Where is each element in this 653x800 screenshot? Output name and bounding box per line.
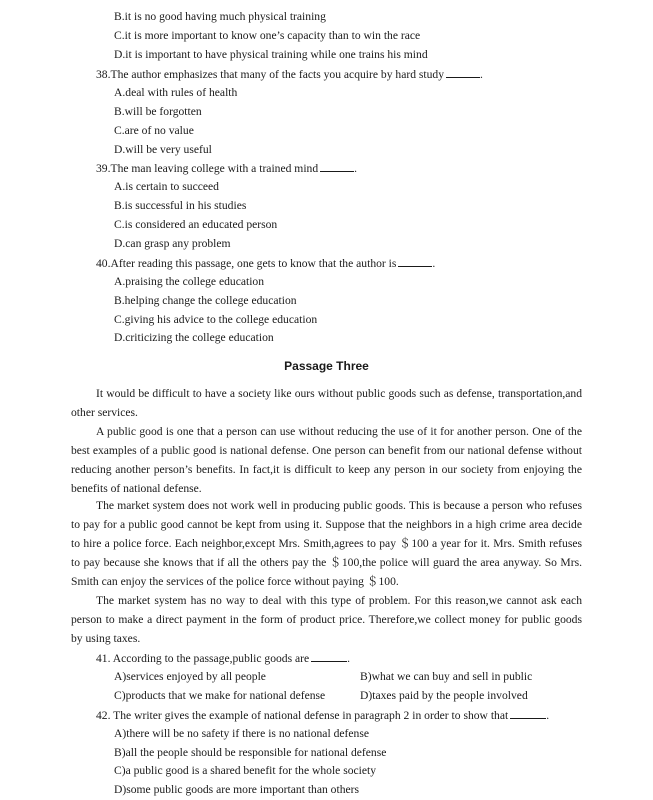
answer-blank: [510, 706, 546, 719]
q41-option-d: D)taxes paid by the people involved: [360, 689, 528, 702]
q37-option-c: C.it is more important to know one’s capacity than to win the race: [114, 29, 421, 42]
passage-title: Passage Three: [284, 359, 369, 373]
q38-option-b: B.will be forgotten: [114, 105, 202, 118]
q42-stem: 42. The writer gives the example of national defense in paragraph 2 in order to show that .: [96, 706, 549, 726]
q40-stem: 40.After reading this passage, one gets to know that the author is .: [96, 254, 435, 274]
q42-option-c: C)a public good is a shared benefit for the whole society: [114, 764, 377, 777]
q39-stem: 39.The man leaving college with a trained mind .: [96, 159, 357, 179]
q39-option-d: D.can grasp any problem: [114, 237, 231, 250]
q42-option-d: D)some public goods are more important than others: [114, 783, 360, 796]
q42-option-a: A)there will be no safety if there is no national defense: [114, 727, 369, 740]
passage-paragraph-1: It would be difficult to have a society like ours without public goods such as defense, transportation,and other services.: [71, 387, 582, 419]
passage-paragraph-3: The market system does not work well in producing public goods. This is because a person who refuses to pay for a public good cannot be kept from using it. Suppose that the neighbors in a high crime area decide to hire a police force. Each neighbor,except Mrs. Smith,agrees to pay ＄100 a year for it. Mrs. Smith refuses to pay because she knows that if all the others pay the ＄100,the police will guard the area anyway. So Mrs. Smith can enjoy the services of the police force without paying ＄100.: [71, 499, 582, 588]
q38-option-c: C.are of no value: [114, 124, 194, 137]
q40-option-d: D.criticizing the college education: [114, 331, 274, 344]
q39-option-a: A.is certain to succeed: [114, 180, 219, 193]
q40-option-a: A.praising the college education: [114, 275, 265, 288]
answer-blank: [320, 159, 354, 172]
q39-option-b: B.is successful in his studies: [114, 199, 247, 212]
q41-stem: 41. According to the passage,public goods are .: [96, 649, 350, 669]
q38-stem: 38.The author emphasizes that many of the facts you acquire by hard study .: [96, 65, 483, 85]
passage-paragraph-2: A public good is one that a person can use without reducing the use of it for another person. One of the best examples of a public good is national defense. One person can benefit from our national defense without reducing another person’s benefits. In fact,it is difficult to keep any person in our society from enjoying the benefits of national defense.: [71, 425, 582, 495]
q38-option-a: A.deal with rules of health: [114, 86, 238, 99]
answer-blank: [446, 65, 480, 78]
q40-option-c: C.giving his advice to the college education: [114, 313, 318, 326]
q41-option-b: B)what we can buy and sell in public: [360, 670, 533, 683]
q40-option-b: B.helping change the college education: [114, 294, 297, 307]
answer-blank: [398, 254, 432, 267]
q42-option-b: B)all the people should be responsible for national defense: [114, 746, 387, 759]
q37-option-b: B.it is no good having much physical training: [114, 10, 326, 23]
q41-option-a: A)services enjoyed by all people: [114, 670, 266, 683]
q41-option-c: C)products that we make for national defense: [114, 689, 326, 702]
q39-option-c: C.is considered an educated person: [114, 218, 278, 231]
answer-blank: [311, 649, 347, 662]
q37-option-d: D.it is important to have physical training while one trains his mind: [114, 48, 428, 61]
passage-paragraph-4: The market system has no way to deal with this type of problem. For this reason,we cannot ask each person to make a direct payment in the form of product price. Therefore,we collect money for public goods by using taxes.: [71, 594, 582, 645]
q38-option-d: D.will be very useful: [114, 143, 212, 156]
